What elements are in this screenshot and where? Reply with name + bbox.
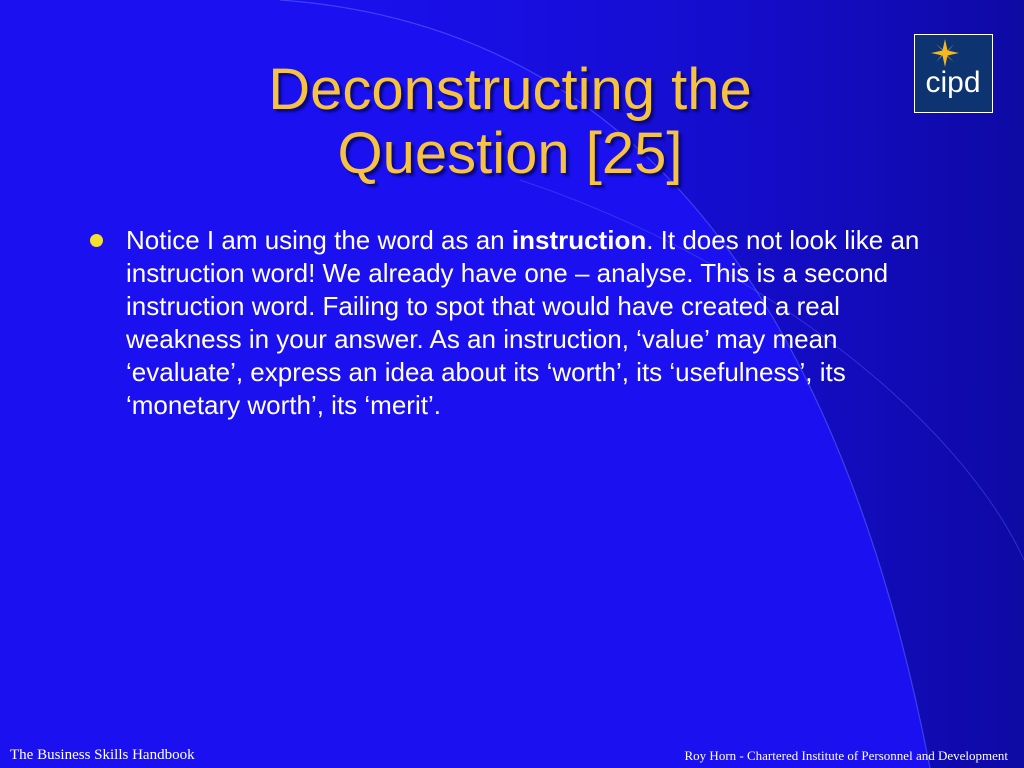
- footer-left: The Business Skills Handbook: [10, 747, 195, 763]
- bullet-text-before: Notice I am using the word as an: [126, 225, 512, 255]
- footer-right: Roy Horn - Chartered Institute of Personnel and Development: [684, 748, 1008, 763]
- cipd-logo: [914, 34, 993, 113]
- bullet-item: [88, 224, 938, 422]
- star-burst-icon: [931, 39, 959, 67]
- logo-text: cipd: [925, 66, 981, 99]
- bullet-text-after: . It does not look like an instruction word! We already have one – analyse. This is a second instruction word. Failing to spot that would have created a real weakness in your answer. As an instruction, ‘value’ may mean ‘evaluate’, express an idea about its ‘worth’, its ‘usefulness’, its ‘monetary worth’, its ‘merit’.: [126, 225, 920, 420]
- bullet-list: [88, 224, 938, 422]
- slide-title: [150, 58, 870, 186]
- bullet-bold-text: instruction: [511, 225, 647, 255]
- bullet-dot-icon: [90, 234, 103, 247]
- slide-title-line-2: Question [25]: [337, 121, 683, 186]
- slide-title-line-1: Deconstructing the: [268, 57, 752, 122]
